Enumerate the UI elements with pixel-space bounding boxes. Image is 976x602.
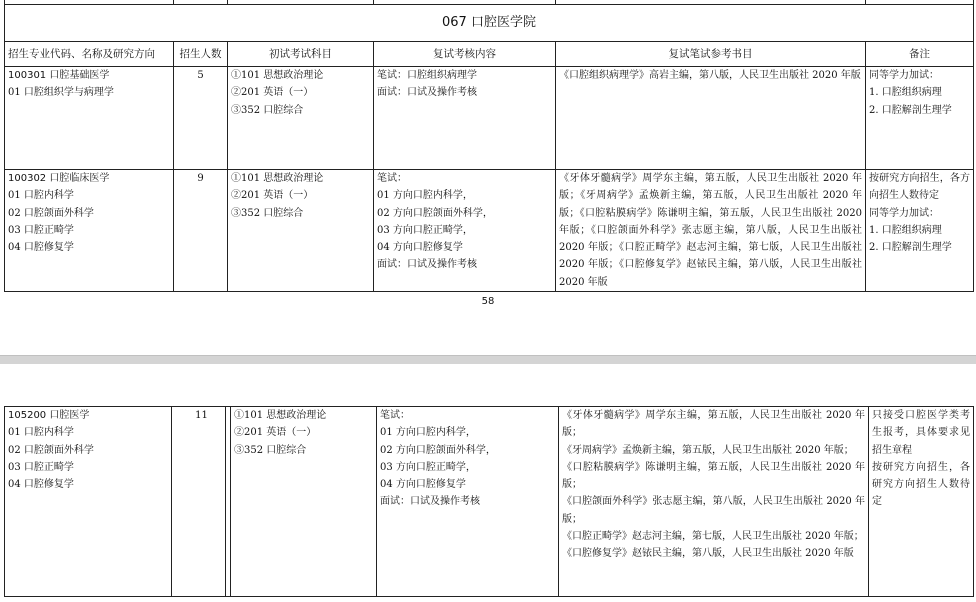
retest-item: 面试：口试及操作考核 [377,259,477,271]
exam-subject: ③352 口腔综合 [231,104,304,116]
header-retest: 复试考核内容 [374,42,556,67]
note-line: 只接受口腔医学类考生报考，具体要求见招生章程 [872,410,970,456]
reference-books: 《口腔组织病理学》高岩主编，第八版，人民卫生出版社 2020 年版 [556,67,866,170]
reference-book: 《牙周病学》孟焕新主编，第五版，人民卫生出版社 2020 年版； [562,444,854,456]
reference-books-cell [559,407,869,597]
reference-books: 《牙体牙髓病学》周学东主编，第五版，人民卫生出版社 2020 年版；《牙周病学》孟焕新主编，第五版，人民卫生出版社 2020 年版；《口腔粘膜病学》陈谦明主编，第五版，人民卫生出版社 2020 年版；《口腔颌面外科学》张志愿主编，第八版，人民卫生出版社 2020 年版；《口腔正畸学》赵志河主编，第七版，人民卫生出版社 2020 年版；《口腔修复学》赵铱民主编，第八版，人民卫生出版社 2020 年版 [556,170,866,292]
retest-item: 02 方向口腔颌面外科学， [380,444,496,456]
column-divider [171,407,175,596]
research-direction: 04 口腔修复学 [8,242,74,254]
reference-book: 《口腔颌面外科学》张志愿主编，第八版，人民卫生出版社 2020 年版； [562,496,865,525]
retest-item: 04 方向口腔修复学 [377,242,463,254]
research-direction: 03 口腔正畸学 [8,224,74,236]
research-direction: 02 口腔颌面外科学 [8,207,94,219]
exam-subject: ②201 英语（一） [234,427,317,439]
program-code-name: 100301 口腔基础医学 [8,70,110,81]
research-direction: 01 口腔内科学 [8,190,74,202]
header-row [5,42,974,67]
program-code-name: 105200 口腔医学 [8,410,90,421]
research-direction: 03 口腔正畸学 [8,461,74,473]
program-cell [5,407,226,597]
reference-book: 《牙体牙髓病学》周学东主编，第五版，人民卫生出版社 2020 年版； [562,410,865,439]
document-page-2 [0,364,976,602]
exam-subject: ①101 思想政治理论 [231,70,324,81]
admissions-table-page-1 [4,0,974,292]
college-title: 067 口腔医学院 [5,5,974,42]
header-count: 招生人数 [174,42,228,67]
header-program: 招生专业代码、名称及研究方向 [5,42,174,67]
retest-item: 01 方向口腔内科学， [380,427,476,439]
enrollment-count: 11 [195,410,208,421]
exam-subject: ②201 英语（一） [231,190,314,202]
exam-subject: ①101 思想政治理论 [231,173,324,184]
retest-item: 面试：口试及操作考核 [380,496,480,508]
reference-book: 《口腔粘膜病学》陈谦明主编，第五版，人民卫生出版社 2020 年版； [562,461,865,491]
exam-subject: ③352 口腔综合 [234,444,307,456]
reference-book: 《口腔修复学》赵铱民主编，第八版，人民卫生出版社 2020 年版 [562,548,854,560]
note-line: 按研究方向招生，各研究方向招生人数待定 [872,461,970,508]
retest-item: 笔试： [377,173,407,184]
exam-subject: ①101 思想政治理论 [234,410,327,421]
retest-item: 笔试：口腔组织病理学 [377,70,477,81]
header-notes: 备注 [866,42,974,67]
note-line: 同等学力加试： [869,70,939,81]
notes-cell [866,67,974,170]
retest-item: 03 方向口腔正畸学， [380,461,476,473]
retest-content-cell [377,407,559,597]
table-row [5,170,974,292]
exam-subject: ③352 口腔综合 [231,207,304,219]
research-direction: 04 口腔修复学 [8,479,74,491]
note-line: 2. 口腔解剖生理学 [869,104,952,116]
exam-subjects-cell [228,67,374,170]
header-exam: 初试考试科目 [228,42,374,67]
retest-item: 02 方向口腔颌面外科学， [377,207,493,219]
research-direction: 02 口腔颌面外科学 [8,444,94,456]
page-number: 58 [481,296,495,307]
enrollment-count: 9 [174,170,228,292]
reference-book: 《口腔正畸学》赵志河主编，第七版，人民卫生出版社 2020 年版； [562,531,864,543]
retest-item: 笔试： [380,410,410,421]
table-row [5,407,974,597]
research-direction: 01 口腔组织学与病理学 [8,87,114,99]
retest-item: 01 方向口腔内科学， [377,190,473,202]
notes-cell [866,170,974,292]
exam-subjects-cell [231,407,377,597]
note-line: 按研究方向招生，各方向招生人数待定 [869,173,970,202]
retest-item: 04 方向口腔修复学 [380,479,466,491]
note-line: 2. 口腔解剖生理学 [869,242,952,254]
retest-content-cell [374,67,556,170]
retest-content-cell [374,170,556,292]
college-title-row [5,5,974,42]
research-direction: 01 口腔内科学 [8,427,74,439]
enrollment-count: 5 [174,67,228,170]
note-line: 1. 口腔组织病理 [869,224,942,236]
exam-subjects-cell [228,170,374,292]
exam-subject: ②201 英语（一） [231,87,314,99]
program-cell [5,67,174,170]
program-code-name: 100302 口腔临床医学 [8,173,110,184]
retest-item: 面试：口试及操作考核 [377,87,477,99]
header-books: 复试笔试参考书目 [556,42,866,67]
admissions-table-page-2 [4,406,974,597]
table-row [5,67,974,170]
note-line: 同等学力加试： [869,207,939,219]
retest-item: 03 方向口腔正畸学， [377,224,473,236]
notes-cell [869,407,974,597]
note-line: 1. 口腔组织病理 [869,87,942,99]
program-cell [5,170,174,292]
